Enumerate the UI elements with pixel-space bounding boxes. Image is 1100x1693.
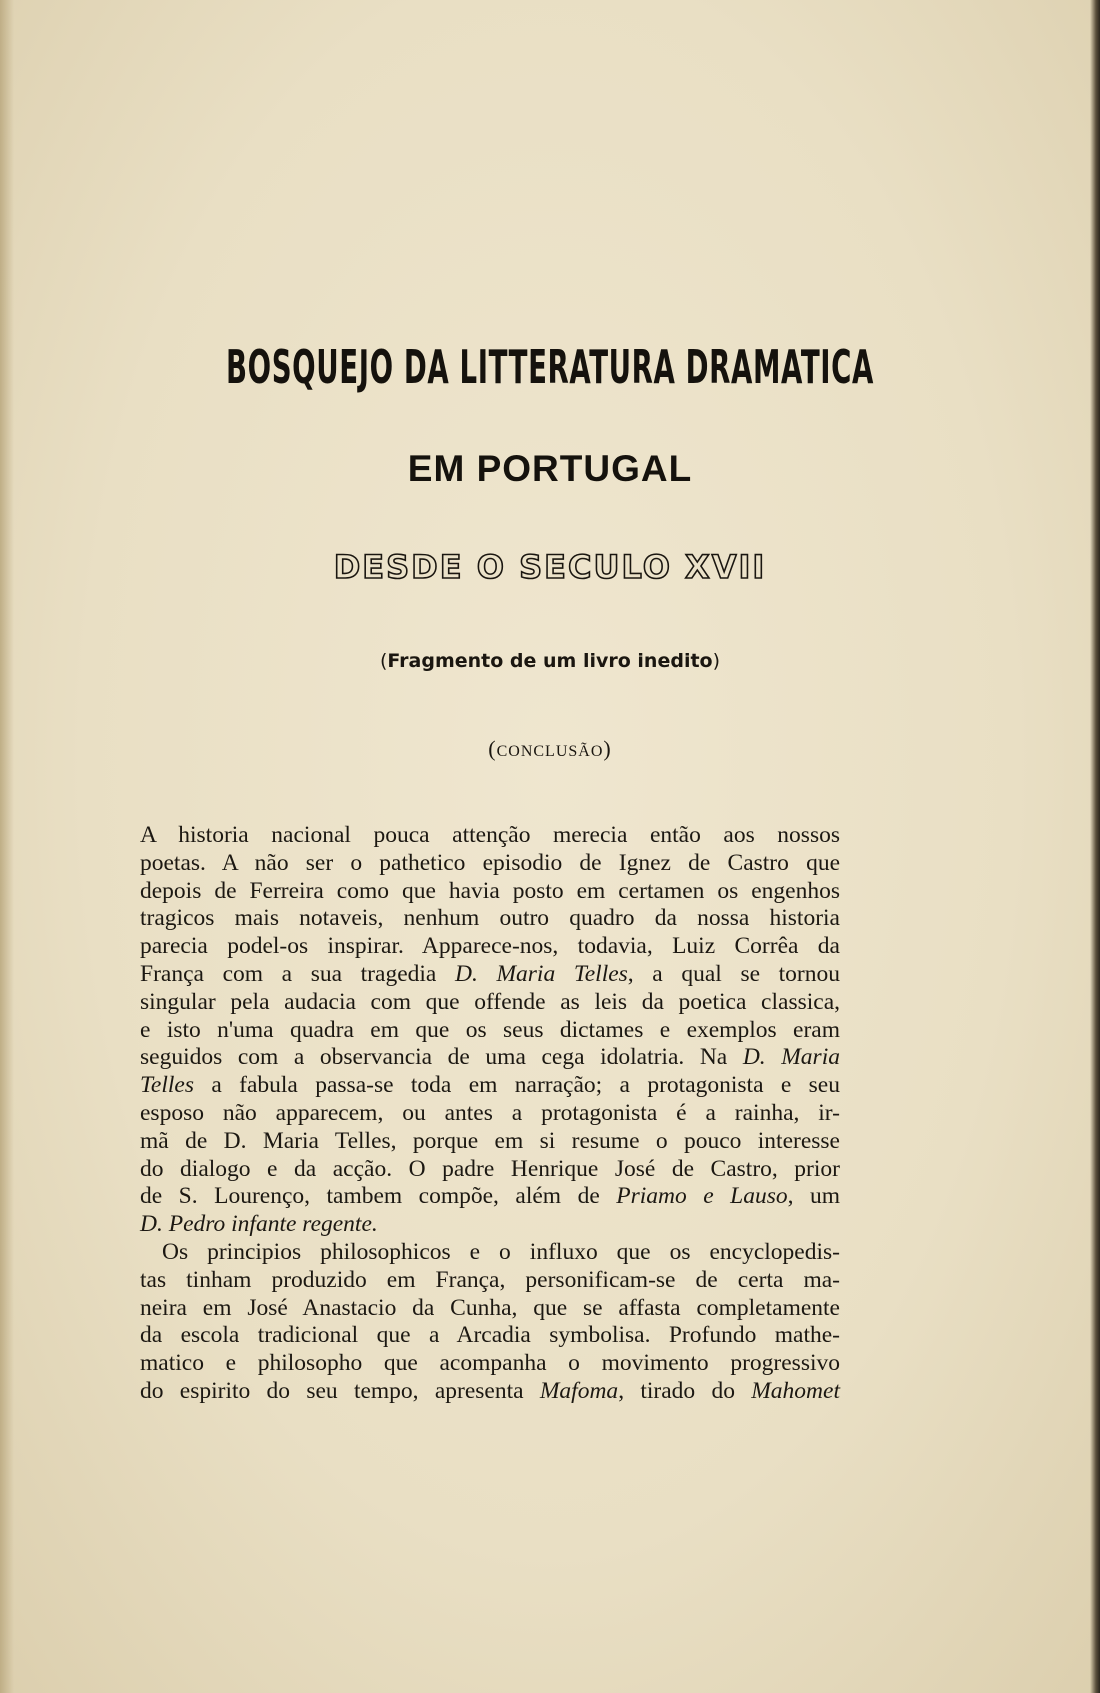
text-run: mã de D. Maria Telles, porque em si resume o pouco interesse bbox=[140, 1127, 840, 1154]
fragment-close-paren: ) bbox=[712, 650, 721, 672]
text-run: parecia podel-os inspirar. Apparece-nos, todavia, Luiz Corrêa da bbox=[140, 933, 840, 960]
article-subtitle: EM PORTUGAL bbox=[407, 448, 693, 489]
text-line bbox=[140, 905, 840, 933]
article-title: BOSQUEJO DA LITTERATURA DRAMATICA bbox=[226, 340, 874, 394]
text-line bbox=[140, 933, 840, 961]
conclusion-close-paren: ) bbox=[603, 736, 612, 761]
italic-title: D. Maria Telles bbox=[454, 960, 628, 987]
italic-title: Telles bbox=[140, 1072, 194, 1099]
text-line bbox=[140, 1267, 840, 1295]
text-run: neira em José Anastacio da Cunha, que se affasta completamente bbox=[140, 1294, 840, 1321]
fragment-note bbox=[0, 650, 1100, 672]
text-line bbox=[140, 1128, 840, 1156]
text-line bbox=[140, 1183, 840, 1211]
text-run: tas tinham produzido em França, personificam-se de certa ma- bbox=[140, 1266, 840, 1293]
text-line bbox=[140, 1295, 840, 1323]
conclusion-label bbox=[0, 736, 1100, 762]
page-edge-shadow-left bbox=[0, 0, 14, 1693]
text-line bbox=[140, 1239, 840, 1267]
text-line bbox=[140, 1350, 840, 1378]
text-run: , tirado do bbox=[618, 1377, 752, 1404]
text-line bbox=[140, 822, 840, 850]
text-line bbox=[140, 961, 840, 989]
text-run: seguidos com a observancia de uma cega idolatria. Na bbox=[140, 1044, 743, 1071]
text-run: da escola tradicional que a Arcadia symbolisa. Profundo mathe- bbox=[140, 1322, 840, 1349]
fragment-text: Fragmento de um livro inedito bbox=[387, 650, 713, 672]
conclusion-open-paren: ( bbox=[488, 736, 497, 761]
text-line bbox=[140, 878, 840, 906]
text-run: poetas. A não ser o pathetico episodio de Ignez de Castro que bbox=[140, 849, 840, 876]
text-line bbox=[140, 1072, 840, 1100]
page-edge-shadow-right bbox=[1090, 0, 1100, 1693]
text-run: , um bbox=[787, 1183, 840, 1210]
text-run: , a qual se tornou bbox=[627, 960, 840, 987]
text-line bbox=[140, 850, 840, 878]
show-through-texture bbox=[120, 150, 980, 870]
text-run: depois de Ferreira como que havia posto em certamen os engenhos bbox=[140, 877, 840, 904]
text-run: do espirito do seu tempo, apresenta bbox=[140, 1377, 540, 1404]
italic-title: D. Pedro infante regente. bbox=[140, 1211, 378, 1238]
text-run: esposo não apparecem, ou antes a protagonista é a rainha, ir- bbox=[140, 1099, 840, 1126]
text-run: Os principios philosophicos e o influxo que os encyclopedis- bbox=[162, 1238, 840, 1265]
text-line bbox=[140, 1378, 840, 1406]
text-run: a fabula passa-se toda em narração; a protagonista e seu bbox=[193, 1072, 840, 1099]
italic-title: Mahomet bbox=[751, 1377, 840, 1404]
fragment-open-paren: ( bbox=[379, 650, 388, 672]
text-run: matico e philosopho que acompanha o movimento progressivo bbox=[140, 1350, 840, 1377]
italic-title: Priamo e Lauso bbox=[616, 1183, 788, 1210]
text-run: A historia nacional pouca attenção merecia então aos nossos bbox=[140, 822, 840, 848]
body-text bbox=[140, 822, 840, 1406]
text-line bbox=[140, 1156, 840, 1184]
article-period: DESDE O SECULO XVII bbox=[333, 548, 767, 586]
text-line bbox=[140, 1211, 840, 1239]
text-line bbox=[140, 1322, 840, 1350]
text-line bbox=[140, 1100, 840, 1128]
italic-title: Mafoma bbox=[539, 1377, 619, 1404]
text-run: França com a sua tragedia bbox=[140, 960, 455, 987]
italic-title: D. Maria bbox=[742, 1044, 840, 1071]
text-run: e isto n'uma quadra em que os seus dictames e exemplos eram bbox=[140, 1016, 840, 1043]
text-run: singular pela audacia com que offende as leis da poetica classica, bbox=[140, 988, 840, 1015]
conclusion-text: CONCLUSÃO bbox=[496, 743, 604, 760]
text-run: de S. Lourenço, tambem compõe, além de bbox=[140, 1183, 617, 1210]
text-line bbox=[140, 989, 840, 1017]
text-line bbox=[140, 1044, 840, 1072]
text-run: do dialogo e da acção. O padre Henrique José de Castro, prior bbox=[140, 1155, 840, 1182]
text-line bbox=[140, 1017, 840, 1045]
text-run: tragicos mais notaveis, nenhum outro quadro da nossa historia bbox=[140, 905, 840, 932]
